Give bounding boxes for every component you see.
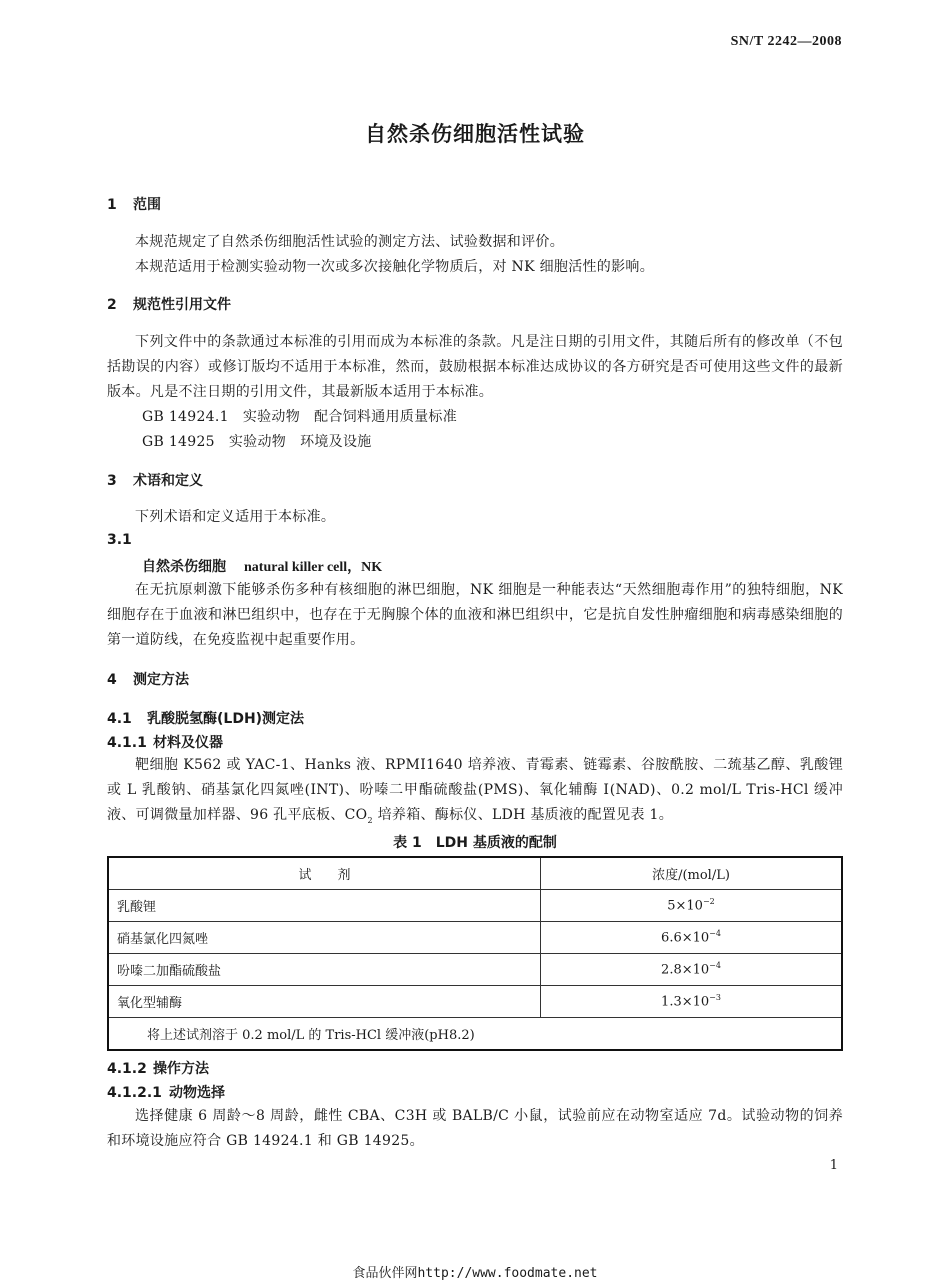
table-row <box>108 986 842 1018</box>
ldh-table <box>107 856 843 1051</box>
table-row <box>108 890 842 922</box>
reference-item: GB 14925 实验动物 环境及设施 <box>142 434 372 450</box>
table-note-row <box>108 1018 842 1051</box>
section-4-1-2-heading: 4.1.2 操作方法 <box>107 1061 209 1077</box>
reagent-cell: 吩嗪二加酯硫酸盐 <box>108 954 541 986</box>
section-3-1 <box>107 532 843 548</box>
table-row <box>108 922 842 954</box>
table-caption: 表 1 LDH 基质液的配制 <box>393 835 557 851</box>
section-4-1-2-1 <box>107 1082 843 1102</box>
paragraph: 下列术语和定义适用于本标准。 <box>135 509 336 525</box>
section-1-body <box>107 230 843 280</box>
reference-item: GB 14924.1 实验动物 配合饲料通用质量标准 <box>142 409 458 425</box>
footer-watermark: 食品伙伴网http://www.foodmate.net <box>352 1266 598 1281</box>
section-2-heading: 2 规范性引用文件 <box>107 297 231 313</box>
reagent-cell: 硝基氯化四氮唑 <box>108 922 541 954</box>
section-4-1-2-1-heading: 4.1.2.1 动物选择 <box>107 1085 225 1101</box>
section-4-1-2 <box>107 1058 843 1078</box>
concentration-cell: $2.8\times 10^{-4}$ <box>541 954 843 986</box>
section-1 <box>107 194 843 214</box>
term: 自然杀伤细胞 natural killer cell，NK <box>142 559 383 575</box>
table-caption-wrap <box>107 832 843 852</box>
section-3-heading: 3 术语和定义 <box>107 473 203 489</box>
paragraph: 本规范适用于检测实验动物一次或多次接触化学物质后，对 NK 细胞活性的影响。 <box>135 259 655 275</box>
header-reagent: 试 剂 <box>108 857 541 890</box>
section-4-1 <box>107 708 843 728</box>
table-1-wrap <box>107 856 843 1051</box>
section-3-body <box>107 505 843 530</box>
table-row <box>108 954 842 986</box>
section-4-1-1 <box>107 732 843 752</box>
section-3 <box>107 470 843 490</box>
concentration-cell: $6.6\times 10^{-4}$ <box>541 922 843 954</box>
reagent-cell: 乳酸锂 <box>108 890 541 922</box>
section-4-heading: 4 测定方法 <box>107 672 189 688</box>
document-title: 自然杀伤细胞活性试验 <box>365 122 585 146</box>
concentration-cell: $5\times 10^{-2}$ <box>541 890 843 922</box>
reagent-cell: 氧化型辅酶 <box>108 986 541 1018</box>
section-4-1-1-heading: 4.1.1 材料及仪器 <box>107 735 223 751</box>
section-4-1-1-body <box>107 753 843 833</box>
paragraph: 下列文件中的条款通过本标准的引用而成为本标准的条款。凡是注日期的引用文件，其随后所有的修改单（不包括勘误的内容）或修订版均不适用于本标准，然而，鼓励根据本标准达成协议的各方研究是否可使用这些文件的最新版本。凡是不注日期的引用文件，其最新版本适用于本标准。 <box>107 334 843 400</box>
term-definition <box>107 556 843 576</box>
section-4-1-2-1-body <box>107 1104 843 1154</box>
subsection-number: 3.1 <box>107 532 132 548</box>
paragraph: 在无抗原刺激下能够杀伤多种有核细胞的淋巴细胞，NK 细胞是一种能表达“天然细胞毒作用”的独特细胞，NK 细胞存在于血液和淋巴组织中，也存在于无胸腺个体的血液和淋巴组织中，它是抗自发性肿瘤细胞和病毒感染细胞的第一道防线，在免疫监视中起重要作用。 <box>107 582 843 648</box>
standard-code: SN/T 2242—2008 <box>730 34 842 49</box>
header-concentration: 浓度/(mol/L) <box>541 857 843 890</box>
section-2-body <box>107 330 843 455</box>
term-definition-body <box>107 578 843 653</box>
paragraph: 靶细胞 K562 或 YAC-1、Hanks 液、RPMI1640 培养液、青霉素、链霉素、谷胺酰胺、二巯基乙醇、乳酸锂或 L 乳酸钠、硝基氯化四氮唑(INT)、吩嗪二甲酯硫酸盐(PMS)、氧化辅酶 Ⅰ(NAD)、0.2 mol/L Tris-HCl 缓冲液、可调微量加样器、96 孔平底板、$CO_2$ 培养箱、酶标仪、LDH 基质液的配置见表 1。 <box>107 757 843 825</box>
paragraph: 选择健康 6 周龄～8 周龄，雌性 CBA、C3H 或 BALB/C 小鼠，试验前应在动物室适应 7d。试验动物的饲养和环境设施应符合 GB 14924.1 和 GB 14925。 <box>107 1108 843 1149</box>
section-2 <box>107 294 843 314</box>
section-4-1-heading: 4.1 乳酸脱氢酶(LDH)测定法 <box>107 711 305 727</box>
table-note: 将上述试剂溶于 0.2 mol/L 的 Tris-HCl 缓冲液(pH8.2) <box>108 1018 842 1051</box>
concentration-cell: $1.3\times 10^{-3}$ <box>541 986 843 1018</box>
section-4 <box>107 669 843 689</box>
section-1-heading: 1 范围 <box>107 197 161 213</box>
page-number: 1 <box>829 1158 838 1173</box>
paragraph: 本规范规定了自然杀伤细胞活性试验的测定方法、试验数据和评价。 <box>135 234 564 250</box>
table-header-row <box>108 857 842 890</box>
